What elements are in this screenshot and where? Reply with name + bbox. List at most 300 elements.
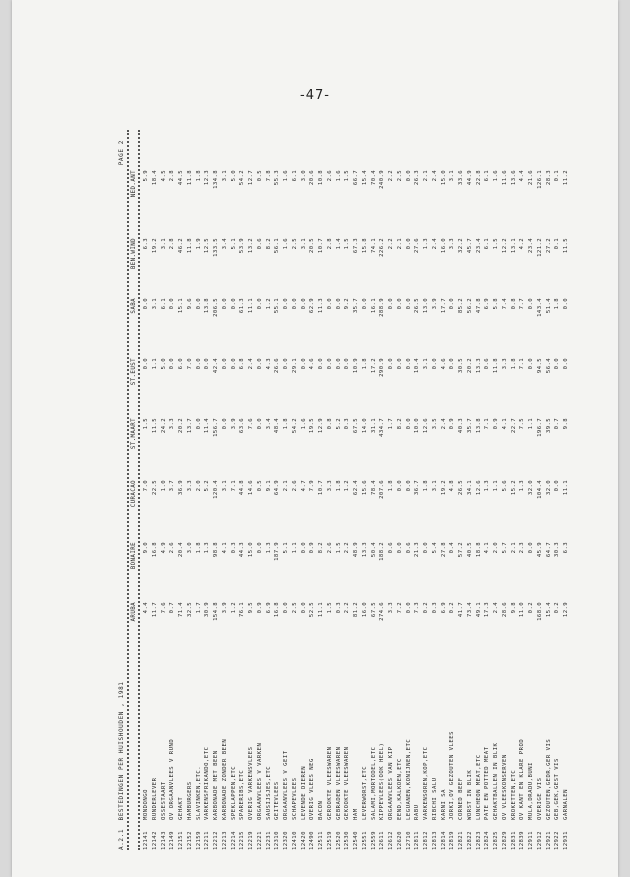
cell-value: 0.0	[221, 298, 228, 310]
product-description: GARNALEN	[563, 789, 569, 820]
cell-value: 61.3	[239, 298, 246, 314]
product-description: KARBONADE MET BEEN	[213, 750, 219, 820]
cell-value: 20.5	[309, 238, 316, 254]
table-row	[221, 130, 230, 850]
product-code: 12931	[563, 831, 569, 850]
cell-value: 22.8	[475, 170, 482, 186]
cell-value: 1.4	[335, 238, 342, 250]
cell-value: 15.0	[248, 542, 254, 558]
cell-value: 12.9	[318, 418, 324, 434]
cell-value: 0.0	[449, 298, 456, 310]
cell-value: 7.8	[265, 170, 272, 182]
table-row	[431, 130, 440, 850]
cell-value: 2.3	[519, 542, 526, 554]
cell-value: 5.4	[431, 542, 438, 554]
cell-value: 85.2	[458, 298, 464, 314]
cell-value: 0.0	[563, 358, 569, 370]
cell-value: 64.9	[274, 480, 281, 496]
product-code: 12814	[440, 831, 447, 850]
cell-value: 0.0	[326, 358, 333, 370]
cell-value: 36.7	[414, 480, 421, 496]
cell-value: 15.1	[178, 298, 184, 314]
cell-value: 19.2	[440, 480, 447, 496]
table-row	[352, 130, 361, 850]
cell-value: 5.6	[501, 480, 508, 492]
cell-value: 0.0	[388, 358, 394, 370]
product-code: 12511	[318, 831, 324, 850]
product-code: 12620	[396, 831, 403, 850]
table-row	[405, 130, 414, 850]
cell-value: 67.3	[353, 238, 359, 254]
cell-value: 57.2	[458, 542, 464, 558]
cell-value: 6.3	[563, 542, 569, 554]
cell-value: 7.0	[143, 480, 149, 492]
cell-value: 1.5	[344, 238, 351, 250]
cell-value: 0.2	[423, 602, 429, 614]
cell-value: 3.3	[186, 480, 193, 492]
page-number: -47-	[300, 88, 330, 103]
cell-value: 12.9	[563, 602, 569, 618]
table-row	[168, 130, 177, 850]
cell-value: 2.1	[283, 480, 289, 492]
cell-value: 1.2	[265, 298, 272, 310]
cell-value: 1.5	[335, 542, 342, 554]
cell-value: 20.2	[466, 358, 473, 374]
cell-value: 0.0	[396, 480, 403, 492]
header-rule-bottom	[138, 130, 140, 850]
cell-value: 240.9	[379, 170, 386, 189]
product-code: 12823	[475, 831, 482, 850]
cell-value: 3.0	[186, 542, 193, 554]
cell-value: 27.2	[545, 238, 552, 254]
cell-value: 0.0	[528, 358, 534, 370]
cell-value: 20.2	[178, 418, 184, 434]
cell-value: 7.9	[309, 480, 316, 492]
product-description: OSSESTAART	[160, 781, 167, 820]
cell-value: 3.9	[221, 602, 228, 614]
table-row	[466, 130, 475, 850]
table-row	[343, 130, 352, 850]
cell-value: 0.0	[283, 298, 289, 310]
cell-value: 11.0	[519, 602, 526, 618]
product-code: 12213	[221, 831, 228, 850]
cell-value: 5.9	[143, 170, 149, 182]
cell-value: 0.0	[528, 298, 534, 310]
table-row	[413, 130, 422, 850]
cell-value: 3.0	[300, 170, 307, 182]
product-description: LUNCHEON MEAT,ETC	[475, 754, 482, 820]
cell-value: 8.2	[318, 542, 324, 554]
cell-value: 3.1	[151, 298, 158, 310]
cell-value: 3.1	[221, 480, 228, 492]
cell-value: 10.9	[353, 358, 359, 374]
cell-value: 0.0	[195, 298, 202, 310]
cell-value: 0.0	[396, 298, 403, 310]
cell-value: 6.1	[160, 298, 167, 310]
cell-value: 13.3	[361, 542, 368, 558]
cell-value: 21.3	[414, 542, 421, 558]
cell-value: 23.4	[528, 238, 534, 254]
cell-value: 1.5	[143, 418, 149, 430]
cell-value: 3.1	[221, 170, 228, 182]
cell-value: 1.1	[493, 480, 499, 492]
cell-value: 1.8	[554, 298, 561, 310]
column-header-benwind: BEN.WIND	[131, 238, 137, 270]
cell-value: 3.9	[230, 418, 237, 430]
table-row	[238, 130, 247, 850]
cell-value: 9.1	[265, 480, 272, 492]
cell-value: 0.6	[388, 542, 394, 554]
product-description: VARKENSFRIKANDO,ETC	[204, 746, 211, 820]
table-row	[256, 130, 265, 850]
cell-value: 2.1	[396, 238, 403, 250]
product-code: 12530	[344, 831, 351, 850]
cell-value: 10.8	[318, 170, 324, 186]
cell-value: 11.3	[318, 298, 324, 314]
table-row	[370, 130, 379, 850]
cell-value: 35.7	[353, 298, 359, 314]
cell-value: 7.0	[186, 358, 193, 370]
cell-value: 0.8	[510, 298, 517, 310]
product-description: JORKI,OV GEZOUTEN VLEES	[449, 731, 456, 820]
cell-value: 18.8	[475, 542, 482, 558]
cell-value: 45.9	[536, 542, 543, 558]
product-description: WORST IN BLIK	[466, 769, 473, 820]
product-code: 12611	[379, 831, 386, 850]
product-code: 12813	[431, 831, 438, 850]
cell-value: 12.7	[248, 170, 254, 186]
cell-value: 31.1	[370, 418, 377, 434]
product-description: OV VLEESKONSERVEN	[501, 754, 508, 820]
cell-value: 28.3	[545, 170, 552, 186]
cell-value: 12.6	[475, 480, 482, 496]
cell-value: 3.3	[388, 602, 394, 614]
cell-value: 0.0	[405, 298, 412, 310]
table-row	[273, 130, 282, 850]
cell-value: 7.3	[414, 602, 421, 614]
cell-value: 27.8	[440, 542, 447, 558]
cell-value: 2.5	[291, 238, 298, 250]
cell-value: 0.0	[405, 480, 412, 492]
cell-value: 67.5	[353, 418, 359, 434]
cell-value: 126.1	[536, 170, 543, 189]
cell-value: 133.5	[213, 238, 219, 257]
cell-value: 1.3	[519, 480, 526, 492]
cell-value: 0.6	[256, 238, 263, 250]
cell-value: 50.4	[370, 542, 377, 558]
product-description: GEKOOKTE VLEESWAREN	[344, 746, 351, 820]
cell-value: 1.2	[230, 602, 237, 614]
cell-value: 0.2	[554, 602, 561, 614]
cell-value: 32.2	[458, 238, 464, 254]
cell-value: 53.9	[239, 238, 246, 254]
cell-value: 1.7	[388, 418, 394, 430]
cell-value: 5.1	[230, 238, 237, 250]
cell-value: 0.0	[283, 358, 289, 370]
product-code: 12559	[370, 831, 377, 850]
cell-value: 1.8	[283, 418, 289, 430]
cell-value: 274.6	[379, 602, 386, 621]
cell-value: 13.0	[423, 298, 429, 314]
cell-value: 2.0	[195, 480, 202, 492]
cell-value: 2.4	[493, 602, 499, 614]
product-description: GEB,GEK,GEST VIS	[554, 758, 561, 820]
product-code: 12410	[291, 831, 298, 850]
table-body	[142, 130, 571, 850]
table-row	[282, 130, 291, 850]
product-code: 12159	[195, 831, 202, 850]
product-description: LEVENDE DIEREN	[300, 765, 307, 820]
cell-value: 3.3	[449, 238, 456, 250]
column-header-aruba: ARUBA	[131, 602, 137, 622]
cell-value: 7.1	[230, 480, 237, 492]
product-description: GEHAKTBALLEN IN BLIK	[493, 742, 499, 820]
cell-value: 0.0	[230, 358, 237, 370]
cell-value: 49.1	[475, 602, 482, 618]
cell-value: 226.2	[379, 238, 386, 257]
cell-value: 0.0	[204, 358, 211, 370]
product-description: PATE EN POTTED MEAT	[484, 746, 491, 820]
product-description: LEVERWORST,ETC	[361, 765, 368, 820]
table-row	[186, 130, 195, 850]
product-code: 12143	[160, 831, 167, 850]
cell-value: 32.5	[186, 602, 193, 618]
product-description: BACON	[318, 800, 324, 820]
product-code: 12922	[554, 831, 561, 850]
cell-value: 1.8	[510, 358, 517, 370]
product-description: SLAVINKEN,ETC.	[195, 765, 202, 820]
cell-value: 4.2	[519, 238, 526, 250]
product-description: KARBONADE ZONDER BEEN	[221, 738, 228, 820]
cell-value: 9.0	[143, 542, 149, 554]
cell-value: 8.2	[265, 238, 272, 250]
cell-value: 2.1	[510, 542, 517, 554]
cell-value: 5.1	[283, 542, 289, 554]
cell-value: 78.4	[370, 480, 377, 496]
table-row	[230, 130, 239, 850]
cell-value: 19.5	[309, 418, 316, 434]
column-header-bonaire: BONAIRE	[131, 542, 137, 570]
table-row	[247, 130, 256, 850]
cell-value: 2.1	[423, 170, 429, 182]
product-description: OV ORGAANVLEES V RUND	[169, 738, 176, 820]
cell-value: 7.2	[396, 602, 403, 614]
cell-value: 187.9	[274, 542, 281, 561]
cell-value: 30.9	[204, 602, 211, 618]
cell-value: 26.3	[414, 170, 421, 186]
cell-value: 4.1	[501, 418, 508, 430]
product-description: SPARERIBS,ETC	[239, 769, 246, 820]
cell-value: 3.1	[431, 480, 438, 492]
cell-value: 4.6	[309, 358, 316, 370]
cell-value: 4.5	[160, 170, 167, 182]
cell-value: 71.4	[178, 602, 184, 618]
cell-value: 13.8	[204, 298, 211, 314]
cell-value: 13.1	[510, 238, 517, 254]
column-header-steust: ST.EUST	[131, 358, 137, 386]
product-description: ORGAANVLEES V VARKEN	[256, 742, 263, 820]
cell-value: 46.2	[178, 238, 184, 254]
cell-value: 10.4	[414, 358, 421, 374]
product-description: KIPPEVLEES(OOK HEEL)	[379, 742, 386, 820]
cell-value: 0.0	[326, 298, 333, 310]
cell-value: 0.6	[405, 542, 412, 554]
cell-value: 0.0	[169, 358, 176, 370]
cell-value: 6.8	[239, 358, 246, 370]
cell-value: 0.3	[344, 418, 351, 430]
product-description: HAMBURGERS	[186, 781, 193, 820]
cell-value: 4.4	[143, 602, 149, 614]
cell-value: 1.1	[528, 418, 534, 430]
cell-value: 15.4	[545, 602, 552, 618]
cell-value: 4.3	[265, 358, 272, 370]
cell-value: 0.3	[230, 542, 237, 554]
cell-value: 81.2	[353, 602, 359, 618]
product-description: EEND,KALKOEN,ETC	[396, 758, 403, 820]
cell-value: 2.6	[326, 542, 333, 554]
cell-value: 0.0	[396, 358, 403, 370]
cell-value: 0.3	[431, 602, 438, 614]
cell-value: 94.5	[536, 358, 543, 374]
cell-value: 0.0	[405, 170, 412, 182]
product-code: 12825	[493, 831, 499, 850]
product-code: 12420	[300, 831, 307, 850]
product-description: SCHAPEVLEES	[291, 777, 298, 820]
product-code: 12149	[169, 831, 176, 850]
cell-value: 207.6	[379, 480, 386, 499]
column-header-stmaart: ST.MAART	[131, 418, 137, 450]
cell-value: 1.6	[300, 418, 307, 430]
cell-value: 11.8	[186, 238, 193, 254]
cell-value: 6.1	[291, 170, 298, 182]
table-row	[553, 130, 562, 850]
cell-value: 7.6	[248, 418, 254, 430]
cell-value: 64.7	[545, 542, 552, 558]
table-row	[265, 130, 274, 850]
cell-value: 6.0	[178, 358, 184, 370]
product-description: ORGAANVLEES V GEIT	[283, 750, 289, 820]
table-row	[142, 130, 151, 850]
cell-value: 1.5	[326, 602, 333, 614]
cell-value: 0.0	[300, 298, 307, 310]
cell-value: 0.0	[256, 418, 263, 430]
cell-value: 15.4	[361, 170, 368, 186]
cell-value: 0.0	[335, 358, 342, 370]
cell-value: 0.0	[563, 298, 569, 310]
cell-value: 6.1	[484, 170, 491, 182]
cell-value: 2.8	[169, 170, 176, 182]
table-row	[510, 130, 519, 850]
product-code: 12911	[528, 831, 534, 850]
cell-value: 11.7	[151, 602, 158, 618]
table-row	[492, 130, 501, 850]
cell-value: 2.4	[431, 238, 438, 250]
cell-value: 15.6	[361, 480, 368, 496]
cell-value: 6.9	[484, 298, 491, 310]
cell-value: 1.8	[361, 358, 368, 370]
cell-value: 11.4	[204, 418, 211, 434]
column-header-saba: SABA	[131, 298, 137, 314]
table-row	[545, 130, 554, 850]
product-description: GEHAKT	[178, 796, 184, 820]
cell-value: 3.7	[169, 480, 176, 492]
cell-value: 2.0	[493, 542, 499, 554]
cell-value: 17.7	[440, 298, 447, 314]
cell-value: 0.0	[388, 298, 394, 310]
cell-value: 17.3	[484, 602, 491, 618]
cell-value: 98.8	[213, 542, 219, 558]
cell-value: 5.8	[493, 298, 499, 310]
cell-value: 11.8	[186, 170, 193, 186]
cell-value: 32.0	[528, 480, 534, 496]
cell-value: 2.4	[248, 358, 254, 370]
product-code: 12520	[335, 831, 342, 850]
product-description: HAM	[353, 808, 359, 820]
cell-value: 11.5	[563, 238, 569, 254]
cell-value: 16.0	[440, 238, 447, 254]
cell-value: 16.1	[370, 298, 377, 314]
product-code: 12812	[423, 831, 429, 850]
cell-value: 1.3	[423, 238, 429, 250]
cell-value: 42.4	[213, 358, 219, 374]
cell-value: 3.1	[423, 358, 429, 370]
cell-value: 13.2	[248, 238, 254, 254]
cell-value: 10.0	[414, 418, 421, 434]
cell-value: 4.7	[300, 480, 307, 492]
product-code: 12551	[361, 831, 368, 850]
header-rule-top	[127, 130, 129, 850]
cell-value: 7.4	[501, 298, 508, 310]
cell-value: 2.5	[396, 170, 403, 182]
cell-value: 5.0	[230, 170, 237, 182]
cell-value: 143.4	[536, 298, 543, 317]
product-code: 12231	[265, 831, 272, 850]
cell-value: 0.7	[169, 602, 176, 614]
table-row	[448, 130, 457, 850]
table-row	[483, 130, 492, 850]
product-code: 12912	[536, 831, 543, 850]
product-description: GEZOUTEN,GEDR,GER VIS	[545, 738, 552, 820]
cell-value: 0.0	[195, 418, 202, 430]
cell-value: 11.2	[563, 170, 569, 186]
cell-value: 0.9	[449, 418, 456, 430]
cell-value: 1.5	[493, 238, 499, 250]
page-label: PAGE 2	[118, 140, 125, 166]
cell-value: 9.5	[248, 602, 254, 614]
cell-value: 4.8	[449, 480, 456, 492]
cell-value: 3.4	[221, 238, 228, 250]
cell-value: 12.2	[501, 238, 508, 254]
cell-value: 9.8	[563, 418, 569, 430]
cell-value: 0.0	[554, 358, 561, 370]
table-row	[326, 130, 335, 850]
cell-value: 13.8	[475, 418, 482, 434]
cell-value: 62.4	[353, 480, 359, 496]
cell-value: 0.1	[554, 238, 561, 250]
cell-value: 1.8	[195, 170, 202, 182]
cell-value: 121.2	[536, 238, 543, 257]
cell-value: 54.2	[239, 170, 246, 186]
cell-value: 4.6	[440, 358, 447, 370]
table-row	[335, 130, 344, 850]
product-description: OVERIGE VIS	[536, 777, 543, 820]
product-description: SALAMI,MORTODEL,ETC	[370, 746, 377, 820]
cell-value: 0.0	[169, 298, 176, 310]
column-header-nedant: NED.ANT	[131, 170, 137, 198]
product-description: ORGAANVLEES VAN KIP	[388, 746, 394, 820]
cell-value: 4.1	[484, 542, 491, 554]
product-code: 12152	[186, 831, 193, 850]
